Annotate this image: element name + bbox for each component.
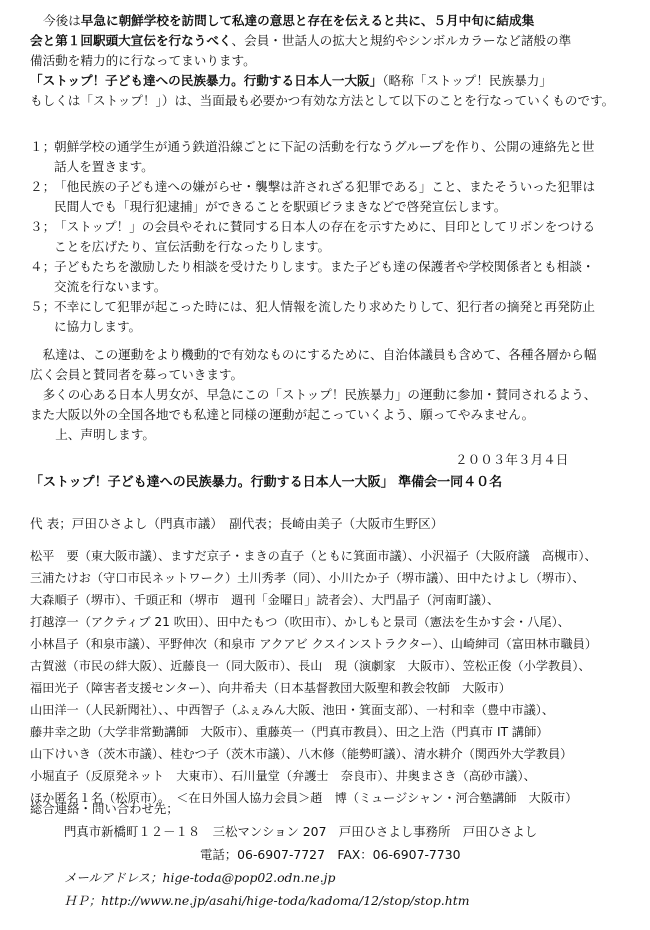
list-item	[30, 297, 630, 337]
intro-line-3: 備活動を精力的に行なってまいります。	[30, 53, 256, 68]
member-line: ほか匿名１名（松原市）。 ＜在日外国人協力会員＞趙 博（ミュージシャン・河合塾講師 大阪市）	[30, 791, 578, 805]
statement-date: ２００３年３月４日	[455, 452, 569, 467]
list-item-line: ことを広げたり、宣伝活動を行なったりします。	[54, 239, 331, 254]
list-item-line: 民間人でも「現行犯逮捕」ができることを駅頭ビラまきなどで啓発宣伝します。	[54, 199, 507, 214]
contact-email[interactable]: メールアドレス；hige-toda@pop02.odn.ne.jp	[64, 870, 336, 885]
closing-line: 上、声明します。	[30, 427, 155, 442]
list-item	[30, 217, 630, 257]
list-item-line: 朝鮮学校の通学生が通う鉄道沿線ごとに下記の活動を行なうグループを作り、公開の連絡先と世	[54, 139, 595, 154]
intro-line-4-text: （略称「ストップ！民族暴力」	[382, 73, 552, 88]
member-line: 大森順子（堺市）、千頭正和（堺市 週刊「金曜日」読者会）、大門晶子（河南町議）、	[30, 593, 500, 607]
list-item	[30, 257, 630, 297]
list-item-line: 「他民族の子ども達への嫌がらせ・襲撃は許されざる犯罪である」こと、またそういった犯罪は	[54, 179, 596, 194]
member-line: 打越淳一（アクティブ 21 吹田）、田中たもつ（吹田市）、かしもと景司（憲法を生かす会・八尾）、	[30, 615, 570, 629]
member-line: 小林昌子（和泉市議）、平野伸次（和泉市 アクアビ クスインストラクター）、山崎紳司（富田林市職員）	[30, 637, 598, 651]
list-item-line: 交流を行ないます。	[54, 279, 167, 294]
member-line: 山田洋一（人民新聞社）、、中西智子（ふぇみん大阪、池田・箕面支部）、一村和幸（豊中市議）、	[30, 703, 555, 717]
intro-line-1	[30, 11, 630, 31]
list-item-line: 「ストップ！」の会員やそれに賛同する日本人の存在を示すために、目印としてリボンをつける	[54, 219, 596, 234]
intro-line-4	[30, 71, 630, 91]
member-line: 松平 要（東大阪市議）、ますだ京子・まきの直子（ともに箕面市議）、小沢福子（大阪府議 高槻市）、	[30, 549, 597, 563]
intro-line-1-text: 今後は	[43, 13, 81, 28]
list-item	[30, 137, 630, 177]
contact-phone: 電話；06-6907-7727 FAX：06-6907-7730	[200, 847, 461, 862]
intro-paragraph	[30, 11, 630, 111]
member-line: 小堀直子（反原発ネット 大東市）、石川量堂（弁護士 奈良市）、井奥まさき（高砂市議）、	[30, 769, 536, 783]
organization-name-bold: 「ストップ！子ども達への民族暴力。行動する日本人一大阪」	[30, 73, 383, 88]
closing-line: 私達は、この運動をより機動的で有効なものにするために、自治体議員も含めて、各種各層から幅	[30, 347, 597, 362]
list-item-number: ４；	[30, 259, 56, 274]
contact-heading: 総合連絡・問い合わせ先；	[30, 801, 179, 816]
list-item-line: 子どもたちを激励したり相談を受けたりします。また子ども達の保護者や学校関係者とも相談・	[54, 259, 595, 274]
closing-line: また大阪以外の全国各地でも私達と同様の運動が起こっていくよう、願ってやみません。	[30, 407, 535, 422]
list-item-number: ２；	[30, 179, 56, 194]
intro-line-2	[30, 31, 630, 51]
list-item-number: ３；	[30, 219, 56, 234]
member-line: 山下けいき（茨木市議）、桂むつ子（茨木市議）、八木修（能勢町議）、清水耕介（関西外大学教員）	[30, 747, 573, 761]
action-list	[30, 137, 630, 337]
member-line: 福田光子（障害者支援センター）、向井希夫（日本基督教団大阪聖和教会牧師 大阪市）	[30, 681, 511, 695]
list-item-line: 不幸にして犯罪が起こった時には、犯人情報を流したり求めたりして、犯行者の摘発と再発防止	[54, 299, 596, 314]
intro-line-1-bold: 早急に朝鮮学校を訪問して私達の意思と存在を伝えると共に、５月中旬に結成集	[80, 13, 535, 28]
contact-block	[30, 797, 537, 912]
intro-line-2-text: 、会員・世話人の拡大と規約やシンボルカラーなど諸般の準	[231, 33, 572, 48]
contact-homepage-link[interactable]: ＨＰ；http://www.ne.jp/asahi/hige-toda/kadoma/12/stop/stop.htm	[64, 893, 470, 908]
organization-signature: 「ストップ！子ども達への民族暴力。行動する日本人一大阪」 準備会一同４０名	[30, 475, 503, 490]
member-line: 古賀滋（市民の絆大阪）、近藤良一（同大阪市）、長山 現（演劇家 大阪市）、笠松正俊（小学教員）、	[30, 659, 591, 673]
representatives-line: 代 表；戸田ひさよし（門真市議） 副代表；長崎由美子（大阪市生野区）	[30, 516, 444, 531]
list-item-number: ５；	[30, 299, 56, 314]
closing-line: 広く会員と賛同者を募っていきます。	[30, 367, 244, 382]
member-list	[30, 545, 640, 809]
list-item-number: １；	[30, 139, 56, 154]
intro-line-2-bold: 会と第１回駅頭大宣伝を行なうべく	[30, 33, 232, 48]
member-line: 三浦たけお（守口市民ネットワーク）土川秀孝（同）、小川たか子（堺市議）、田中たけよし（堺市）、	[30, 571, 585, 585]
closing-line: 多くの心ある日本人男女が、早急にこの「ストップ！民族暴力」の運動に参加・賛同されるよう、	[30, 387, 597, 402]
list-item-line: 話人を置きます。	[54, 159, 154, 174]
list-item-line: に協力します。	[54, 319, 142, 334]
closing-paragraph	[30, 345, 630, 445]
contact-address: 門真市新橋町１２－１８ 三松マンション 207 戸田ひさよし事務所 戸田ひさよし	[64, 824, 538, 839]
list-item	[30, 177, 630, 217]
intro-line-5: もしくは「ストップ！」）は、当面最も必要かつ有効な方法として以下のことを行なっていくものです。	[30, 93, 615, 108]
member-line: 藤井幸之助（大学非常勤講師 大阪市）、重藤英一（門真市教員）、田之上浩（門真市 IT 講師）	[30, 725, 549, 739]
